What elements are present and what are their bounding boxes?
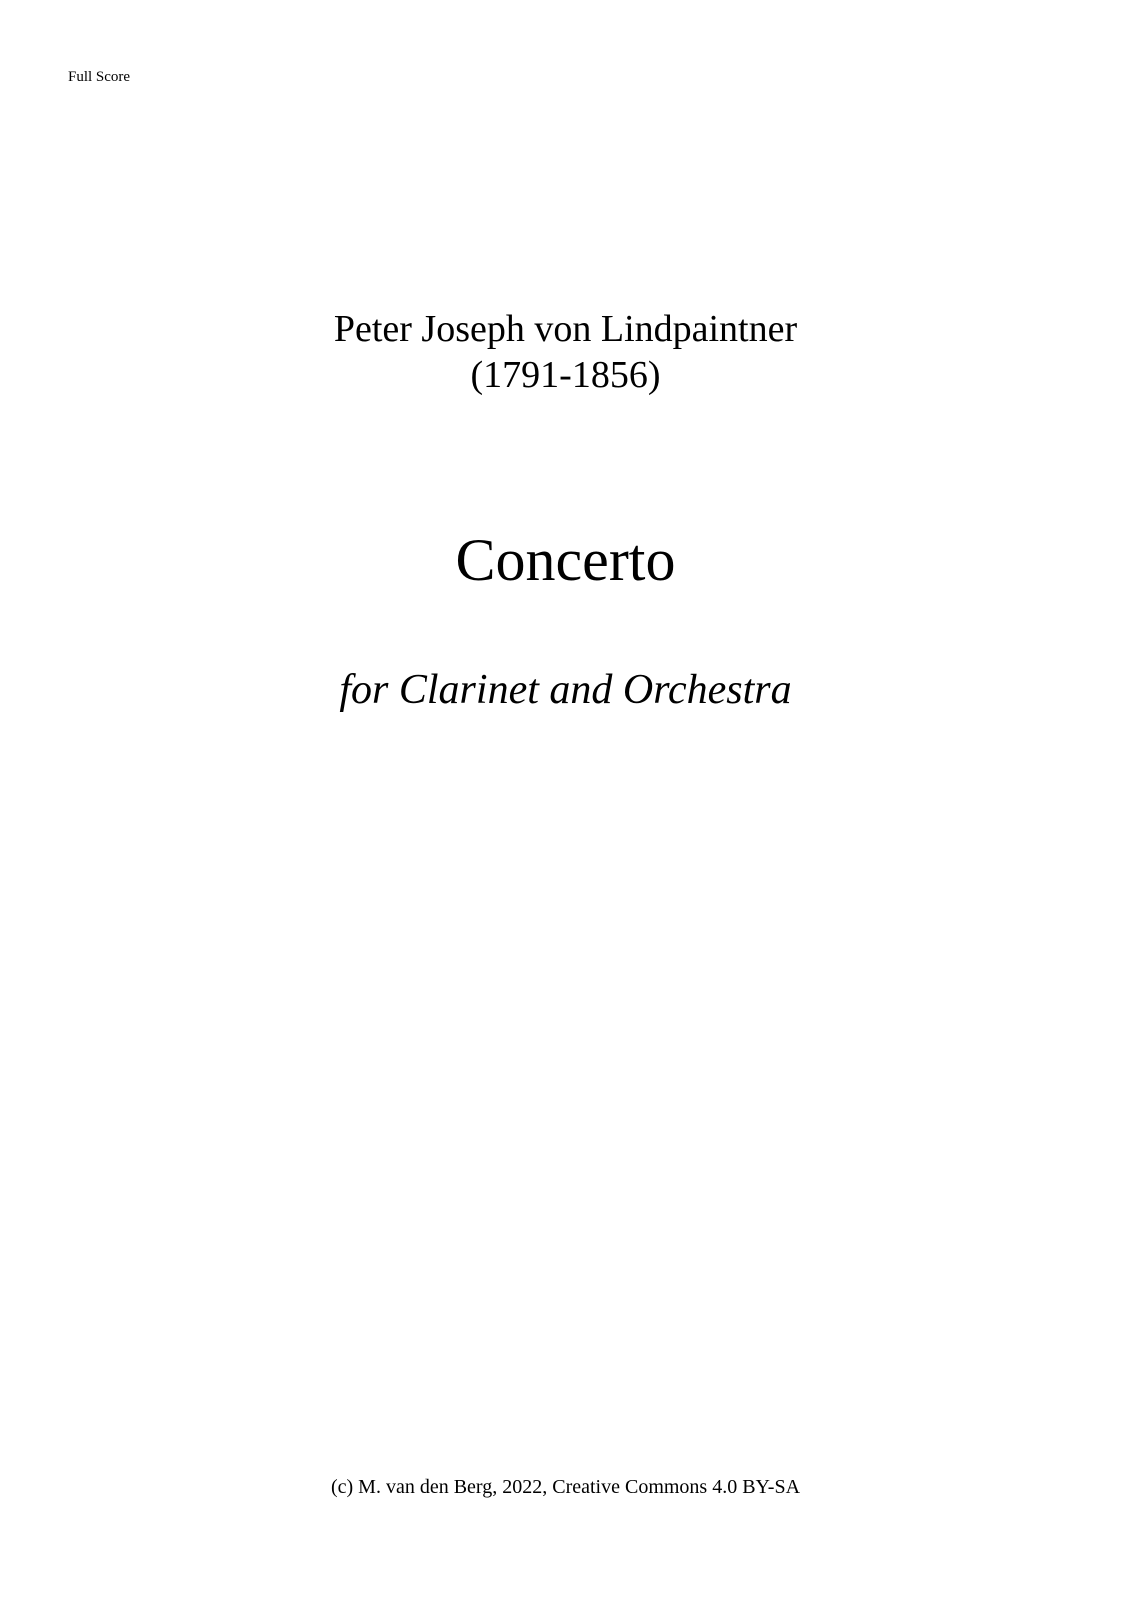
work-subtitle: for Clarinet and Orchestra: [339, 667, 792, 713]
score-type-label: Full Score: [68, 69, 131, 85]
work-title: Concerto: [455, 527, 676, 593]
composer-block: [0, 306, 1131, 398]
copyright-notice: (c) M. van den Berg, 2022, Creative Commons 4.0 BY-SA: [330, 1476, 801, 1498]
composer-name: Peter Joseph von Lindpaintner: [333, 308, 798, 350]
composer-dates: (1791-1856): [470, 354, 661, 396]
